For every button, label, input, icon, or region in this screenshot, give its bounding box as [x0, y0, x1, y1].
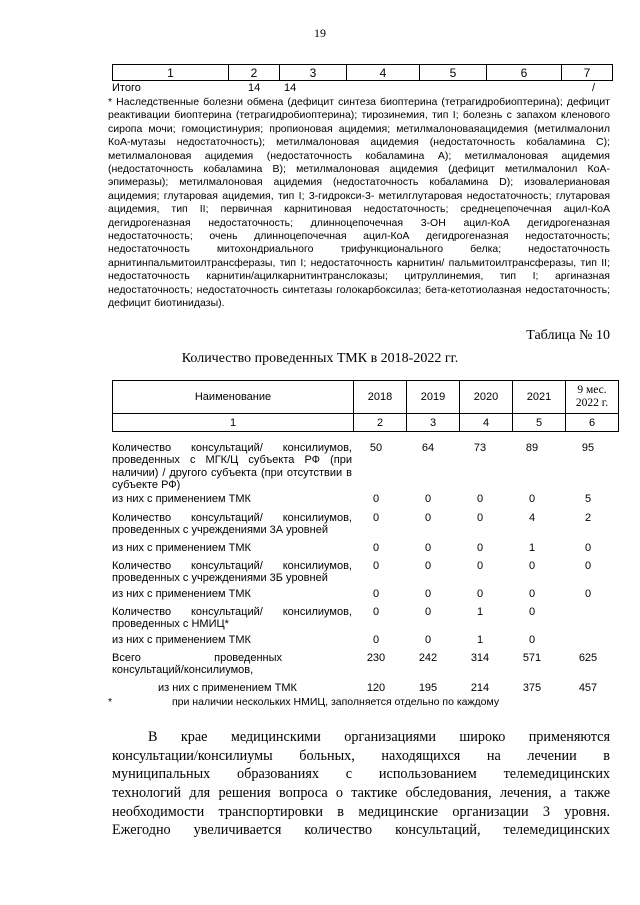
col-num-4: 4	[347, 65, 420, 81]
row-label: из них с применением ТМК	[112, 634, 251, 646]
value-2018: 0	[372, 512, 380, 524]
footnote-diseases: * Наследственные болезни обмена (дефицит синтеза биоптерина (тетрагидробиоптерина); дефицит реактивации биоптерина (тетрагидробиоптерина); тирозинемия, тип I; болезнь с запахом кленового сиропа мочи; гомоцистинурия; пропионовая ацидемия; метилмалоноваяацидемия (метилмалонил КоА-мутазы недостаточность); метилмалоновая ацидемия (недостаточность кобаламина С); метилмалоновая ацидемия (недостаточность кобаламина А); метилмалоновая ацидемия (недостаточность кобаламина В); метилмалоновая ацидемия (дефицит метилмалонил КоА-эпимеразы); метилмалоновая ацидемия (недостаточность кобаламина D); изовалериановая ацидемия; глутаровая ацидемия, тип I; 3-гидрокси-3- метилглутаровая недостаточность; глутаровая ацидемия, тип II; первичная карнитиновая недостаточность; среднецепочечная ацил-КоА дегидрогеназная недостаточность; длинноцепочечная 3-ОН ацил-КоА дегидрогеназная недостаточность; очень длинноцепочечная ацил-КоА дегидрогеназная недостаточность; недостаточность митохондриального трифункционального белка; недостаточность арнитинпальмитоилтрансферазы, тип I; недостаточность карнитин/ пальмитоилтрансферазы, тип II; недостаточность карнитин/ацилкарнитинтранслоказы; цитруллинемия, тип I; аргиназная недостаточность; недостаточность синтетазы голокарбоксилаз; бета-кетотиолазная недостаточность; дефицит биотинидазы).	[108, 96, 610, 310]
value-2019: 0	[424, 634, 432, 646]
table-title: Количество проведенных ТМК в 2018-2022 гг.	[181, 351, 459, 366]
value-2018: 0	[372, 634, 380, 646]
value-2021: 4	[528, 512, 536, 524]
value-2021: 0	[528, 588, 536, 600]
row-label: из них с применением ТМК	[112, 542, 251, 554]
value-2018: 120	[366, 682, 386, 694]
itogo-col2: 14	[248, 82, 261, 94]
itogo-row	[112, 82, 608, 96]
value-2020: 214	[470, 682, 490, 694]
value-2021: 0	[528, 493, 536, 505]
value-2019: 0	[424, 560, 432, 572]
col-num-6: 6	[487, 65, 562, 81]
value-2019: 0	[424, 588, 432, 600]
value-2019: 195	[418, 682, 438, 694]
value-2018: 0	[372, 606, 380, 618]
header-2022	[566, 381, 619, 414]
value-2018: 0	[372, 588, 380, 600]
value-2022: 0	[584, 560, 592, 572]
header-2020: 2020	[460, 381, 513, 414]
col-num-row	[113, 414, 619, 432]
value-2020: 0	[476, 493, 484, 505]
paragraph-line: необходимости транспортировки в медицинские организации 3 уровня.	[112, 803, 610, 820]
col-num-2: 2	[354, 414, 407, 432]
value-2019: 0	[424, 606, 432, 618]
value-2021: 1	[528, 542, 536, 554]
continuation-table	[112, 64, 613, 81]
value-2020: 0	[476, 542, 484, 554]
col-num-4: 4	[460, 414, 513, 432]
itogo-col3: 14	[284, 82, 297, 94]
header-2022-line1: 9 мес.	[577, 384, 607, 396]
col-num-3: 3	[280, 65, 347, 81]
value-2018: 230	[366, 652, 386, 664]
col-num-2: 2	[229, 65, 280, 81]
page-number: 19	[314, 26, 326, 40]
value-2018: 0	[372, 542, 380, 554]
value-2019: 242	[418, 652, 438, 664]
col-num-1: 1	[113, 414, 354, 432]
row-label: Количество консультаций/ консилиумов, проведенных с учреждениями 3Б уровней	[112, 560, 352, 585]
value-2021: 571	[522, 652, 542, 664]
paragraph-line: муниципальных образованиях с использованием телемедицинских	[112, 766, 610, 783]
row-label: Количество консультаций/ консилиумов, проведенных с учреждениями 3А уровней	[112, 512, 352, 537]
row-label: Количество консультаций/ консилиумов, проведенных с НМИЦ*	[112, 606, 352, 631]
value-2021: 0	[528, 634, 536, 646]
value-2022: 0	[584, 588, 592, 600]
row-label: Количество консультаций/ консилиумов, проведенных с МГК/Ц субъекта РФ (при наличии) / другого субъекта (при отсутствии в субъекте РФ)	[112, 442, 352, 492]
table-number: Таблица № 10	[526, 328, 610, 343]
value-2018: 50	[369, 442, 383, 454]
col-num-1: 1	[113, 65, 229, 81]
header-2019: 2019	[407, 381, 460, 414]
col-num-5: 5	[420, 65, 487, 81]
tmk-table-header	[112, 380, 619, 432]
value-2021: 375	[522, 682, 542, 694]
value-2019: 0	[424, 512, 432, 524]
column-numbers-row	[113, 65, 613, 81]
col-num-7: 7	[562, 65, 613, 81]
paragraph-line: В крае медицинскими организациями широко применяются	[148, 729, 610, 745]
footnote-star: *	[108, 696, 113, 708]
header-2022-line2: 2022 г.	[575, 397, 609, 409]
itogo-label: Итого	[112, 82, 141, 94]
value-2020: 0	[476, 512, 484, 524]
value-2021: 0	[528, 606, 536, 618]
value-2019: 64	[421, 442, 435, 454]
col-num-5: 5	[513, 414, 566, 432]
value-2018: 0	[372, 560, 380, 572]
value-2022: 625	[578, 652, 598, 664]
col-num-3: 3	[407, 414, 460, 432]
value-2022: 0	[584, 542, 592, 554]
value-2020: 314	[470, 652, 490, 664]
value-2019: 0	[424, 542, 432, 554]
value-2018: 0	[372, 493, 380, 505]
value-2020: 73	[473, 442, 487, 454]
body-paragraph	[112, 728, 610, 840]
value-2021: 0	[528, 560, 536, 572]
footnote-text: при наличии нескольких НМИЦ, заполняется отдельно по каждому	[172, 696, 500, 708]
paragraph-line: Ежегодно увеличивается количество консультаций, телемедицинских	[112, 822, 610, 839]
value-2022: 5	[584, 493, 592, 505]
header-row	[113, 381, 619, 414]
paragraph-line: технологий для решения вопроса о тактике обследования, лечения, а также	[112, 785, 610, 802]
row-label: из них с применением ТМК	[112, 588, 251, 600]
paragraph-line: консультации/консилиумы больных, находящихся на лечении в	[112, 747, 610, 764]
value-2020: 0	[476, 560, 484, 572]
itogo-col7: /	[592, 82, 596, 94]
value-2020: 1	[476, 634, 484, 646]
value-2022: 95	[581, 442, 595, 454]
row-label: из них с применением ТМК	[158, 682, 297, 694]
value-2020: 0	[476, 588, 484, 600]
col-num-6: 6	[566, 414, 619, 432]
value-2021: 89	[525, 442, 539, 454]
row-label: Всего проведенных консультаций/консилиумов,	[112, 652, 282, 677]
value-2022: 2	[584, 512, 592, 524]
row-label: из них с применением ТМК	[112, 493, 251, 505]
value-2020: 1	[476, 606, 484, 618]
header-2021: 2021	[513, 381, 566, 414]
value-2019: 0	[424, 493, 432, 505]
header-2018: 2018	[354, 381, 407, 414]
value-2022: 457	[578, 682, 598, 694]
header-name: Наименование	[113, 381, 354, 414]
